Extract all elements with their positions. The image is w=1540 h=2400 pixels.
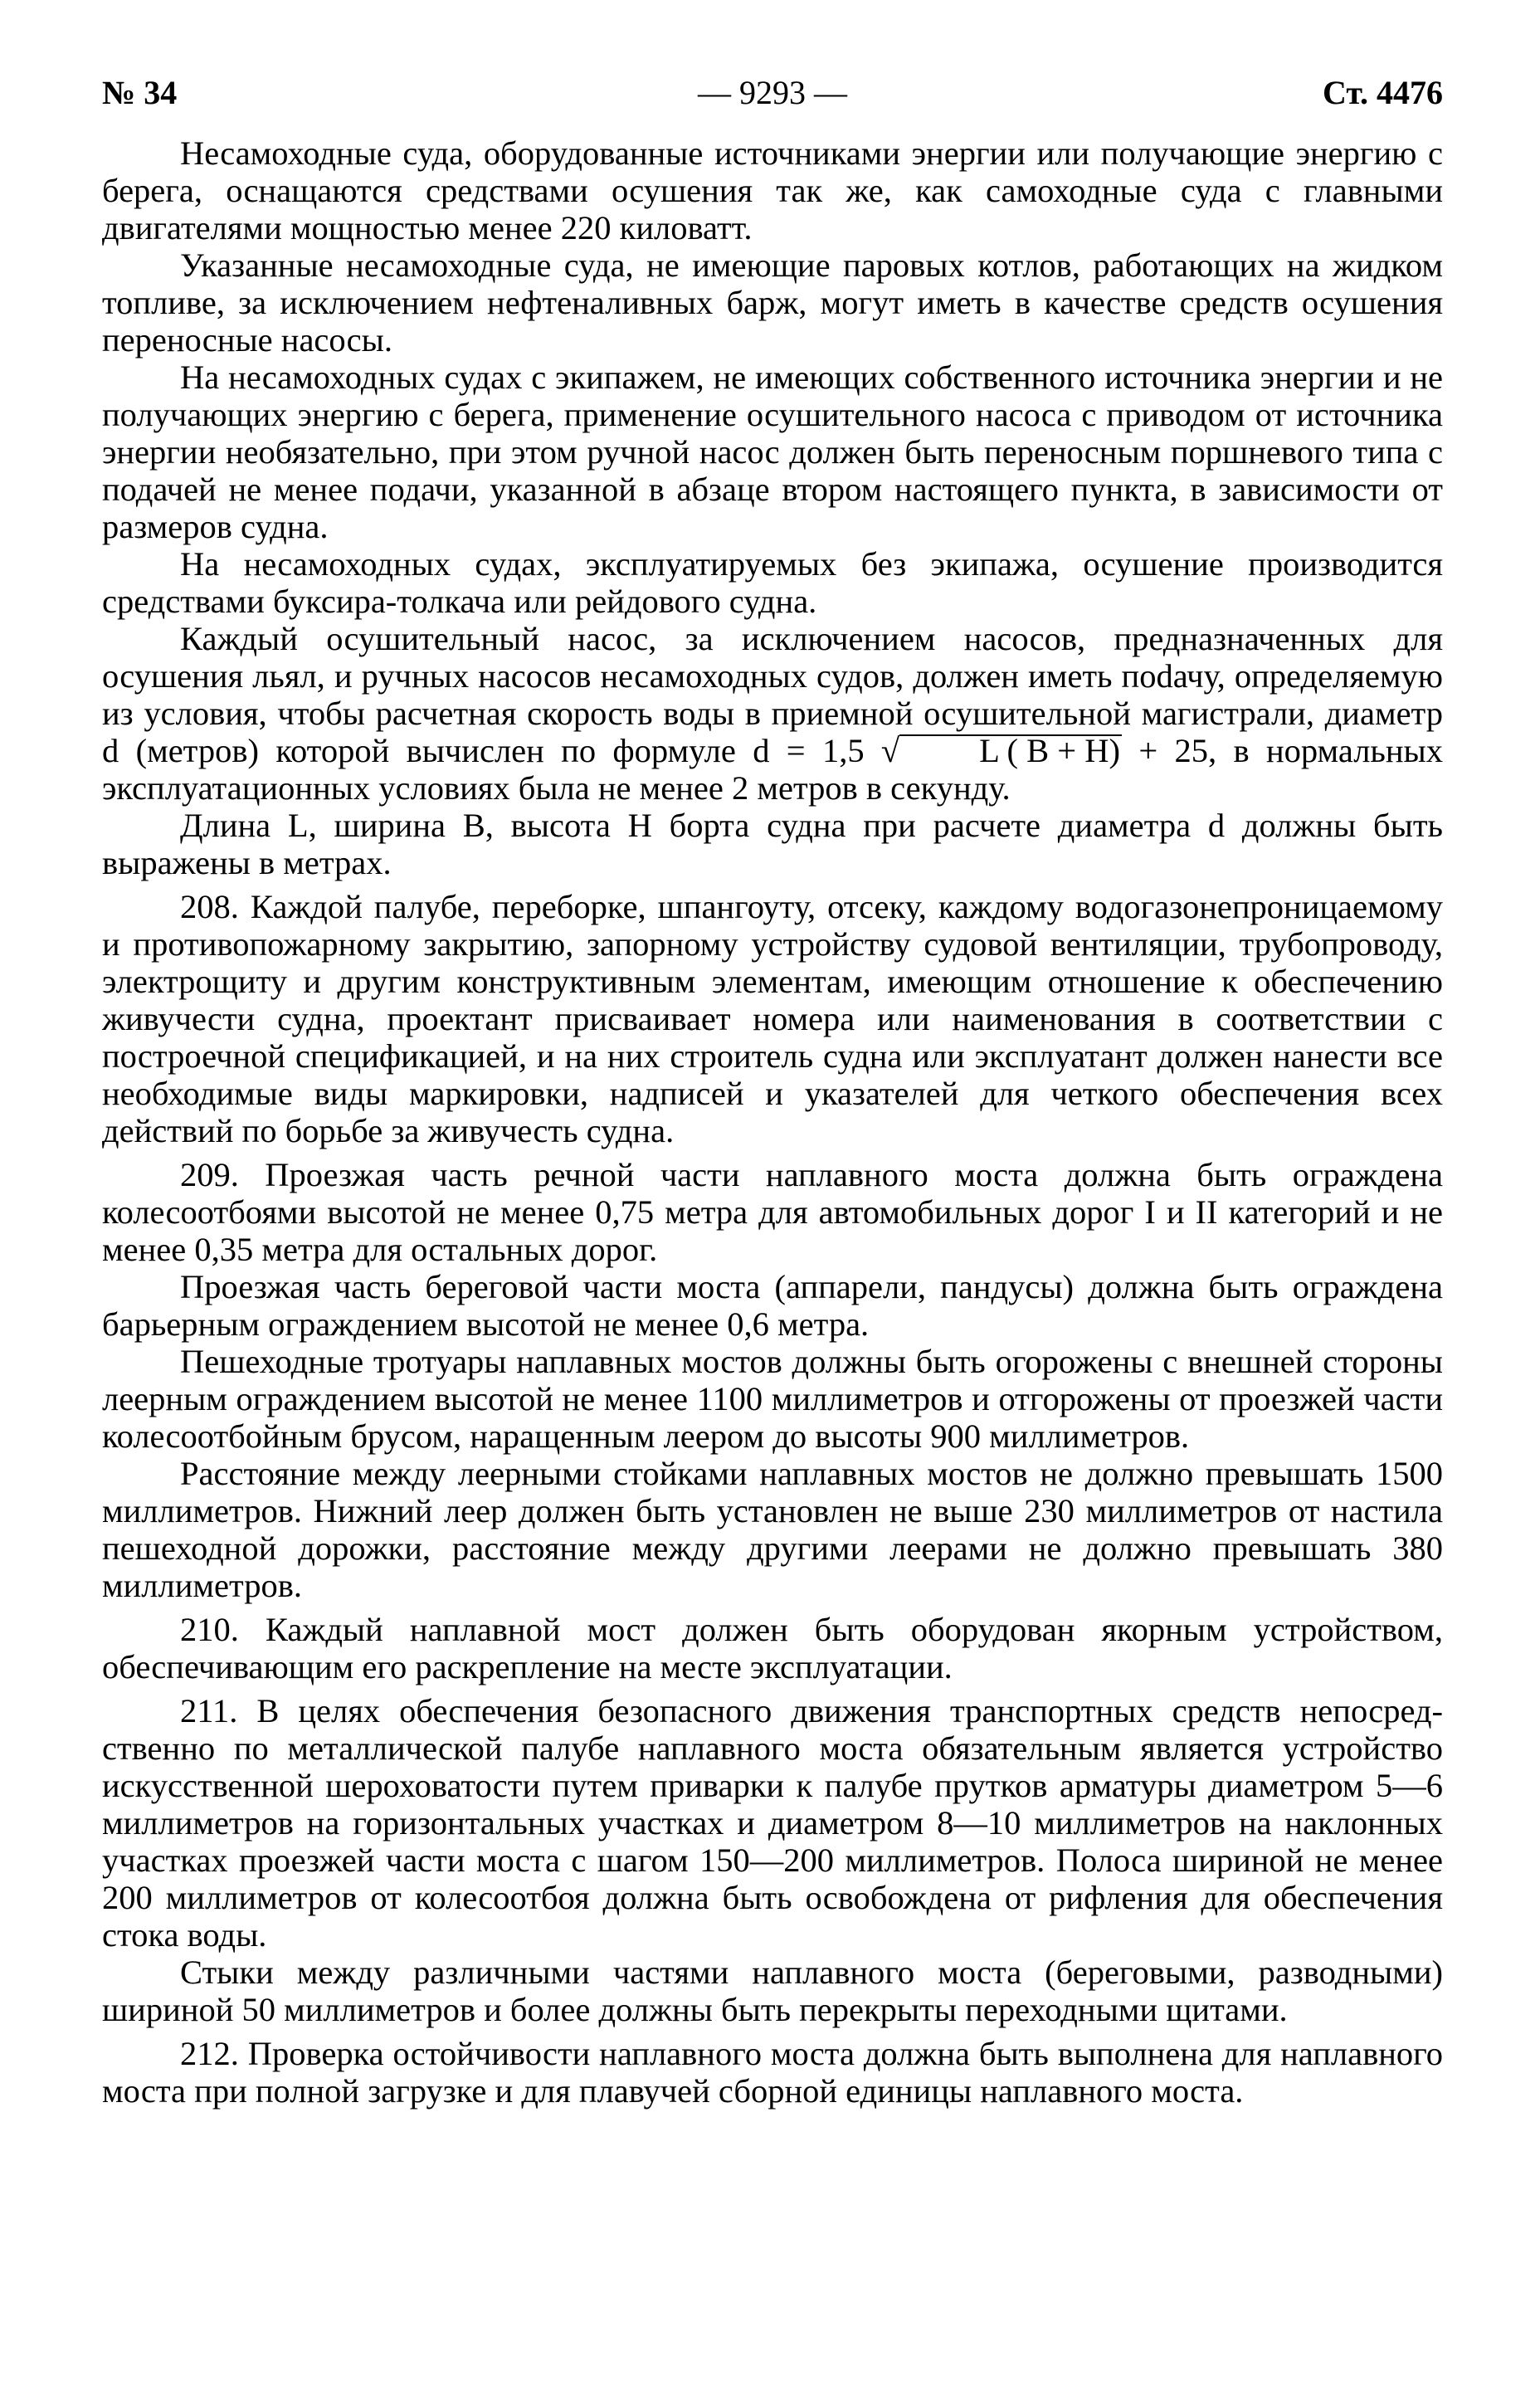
- paragraph: Стыки между различными частями наплавного моста (береговыми, разводными) шириной 50 миллиметров и более должны быть перекрыты переходными щитами.: [102, 1954, 1443, 2028]
- formula-radicand: L ( B + H): [899, 734, 1122, 766]
- paragraph: На несамоходных судах, эксплуатируемых без экипажа, осушение производится средствами буксира-толкача или рейдового судна.: [102, 545, 1443, 620]
- pump-paragraph: [102, 620, 1443, 807]
- paragraph: Проезжая часть береговой части моста (аппарели, пандусы) должна быть ограждена барьерным ограждением высотой не менее 0,6 метра.: [102, 1268, 1443, 1343]
- diameter-formula: [753, 732, 1208, 769]
- document-page: [102, 73, 1443, 2110]
- running-header: [102, 73, 1443, 120]
- paragraph-208: 208. Каждой палубе, переборке, шпангоуту, отсеку, каждому водогазонепроницаемому и противопожарному закрытию, запорному устройству судовой вентиляции, трубопроводу, электрощиту и другим конструктивным элементам, имеющим отношение к обеспечению живучести судна, проектант присваивает номера или наименования в соответствии с построечной спецификацией, и на них строитель судна или эксплуатант должен нанести все необходимые виды маркировки, надписей и указателей для четкого обеспечения всех действий по борьбе за живучесть судна.: [102, 888, 1443, 1149]
- pump-text-after: , в нормальных эксплуатационных условиях была не менее 2 метров в секунду.: [102, 732, 1444, 807]
- formula-tail: + 25: [1121, 732, 1209, 769]
- paragraph: На несамоходных судах с экипажем, не имеющих собственного источника энергии и не получающих энергию с берега, применение осушительного насоса с приводом от источника энергии необязательно, при этом ручной насос должен быть переносным поршневого типа с подачей не менее подачи, указанной в абзаце втором настоящего пункта, в зависимости от размеров судна.: [102, 359, 1443, 545]
- issue-number: № 34: [102, 74, 178, 111]
- paragraph: Несамоходные суда, оборудованные источниками энергии или получающие энергию с берега, оснащаются средствами осушения так же, как самоходные суда с главными двигателями мощностью менее 220 киловатт.: [102, 134, 1443, 246]
- article-number: Ст. 4476: [1323, 74, 1443, 111]
- body-text: [102, 134, 1443, 2110]
- paragraph: Расстояние между леерными стойками наплавных мостов не должно превышать 1500 миллиметров. Нижний леер должен быть установлен не выше 230 миллиметров от настила пешеходной дорожки, расстояние между другими леерами не должно превышать 380 миллиметров.: [102, 1455, 1443, 1604]
- paragraph-212: 212. Проверка остойчивости наплавного моста должна быть выполнена для наплавного моста при полной загрузке и для плавучей сборной единицы наплавного моста.: [102, 2035, 1443, 2110]
- paragraph-210: 210. Каждый наплавной мост должен быть оборудован якорным устройством, обеспечивающим его раскрепление на месте эксплуатации.: [102, 1611, 1443, 1685]
- page-number: — 9293 —: [698, 74, 847, 111]
- pump-text-before: Каждый осушительный насос, за исключением насосов, предназначенных для осушения льял, и ручных насосов несамоходных судов, должен иметь поdачу, определяемую из условия, чтобы расчетная скорость воды в приемной осушительной магистрали, диаметр d (метров) которой вычислен по формуле: [102, 620, 1443, 769]
- paragraph: Указанные несамоходные суда, не имеющие паровых котлов, работающих на жидком топливе, за исключением нефтеналивных барж, могут иметь в качестве средств осушения переносные насосы.: [102, 246, 1443, 359]
- paragraph-209: 209. Проезжая часть речной части наплавного моста должна быть ограждена колесоотбоями высотой не менее 0,75 метра для автомобильных дорог I и II категорий и не менее 0,35 метра для остальных дорог.: [102, 1156, 1443, 1268]
- formula-lead: d = 1,5 √: [753, 732, 900, 769]
- paragraph-211: 211. В целях обеспечения безопасного движения транспортных средств непосредственно по металлической палубе наплавного моста обязательным является устройство искусственной шероховатости путем приварки к палубе прутков арматуры диаметром 5—6 миллиметров на горизонтальных участках и диаметром 8—10 миллиметров на наклонных участках проезжей части моста с шагом 150—200 миллиметров. Полоса шириной не менее 200 миллиметров от колесоотбоя должна быть освобождена от рифления для обеспечения стока воды.: [102, 1692, 1443, 1954]
- paragraph: Длина L, ширина B, высота H борта судна при расчете диаметра d должны быть выражены в метрах.: [102, 807, 1443, 881]
- paragraph: Пешеходные тротуары наплавных мостов должны быть огорожены с внешней стороны леерным ограждением высотой не менее 1100 миллиметров и отгорожены от проезжей части колесоотбойным брусом, наращенным леером до высоты 900 миллиметров.: [102, 1343, 1443, 1455]
